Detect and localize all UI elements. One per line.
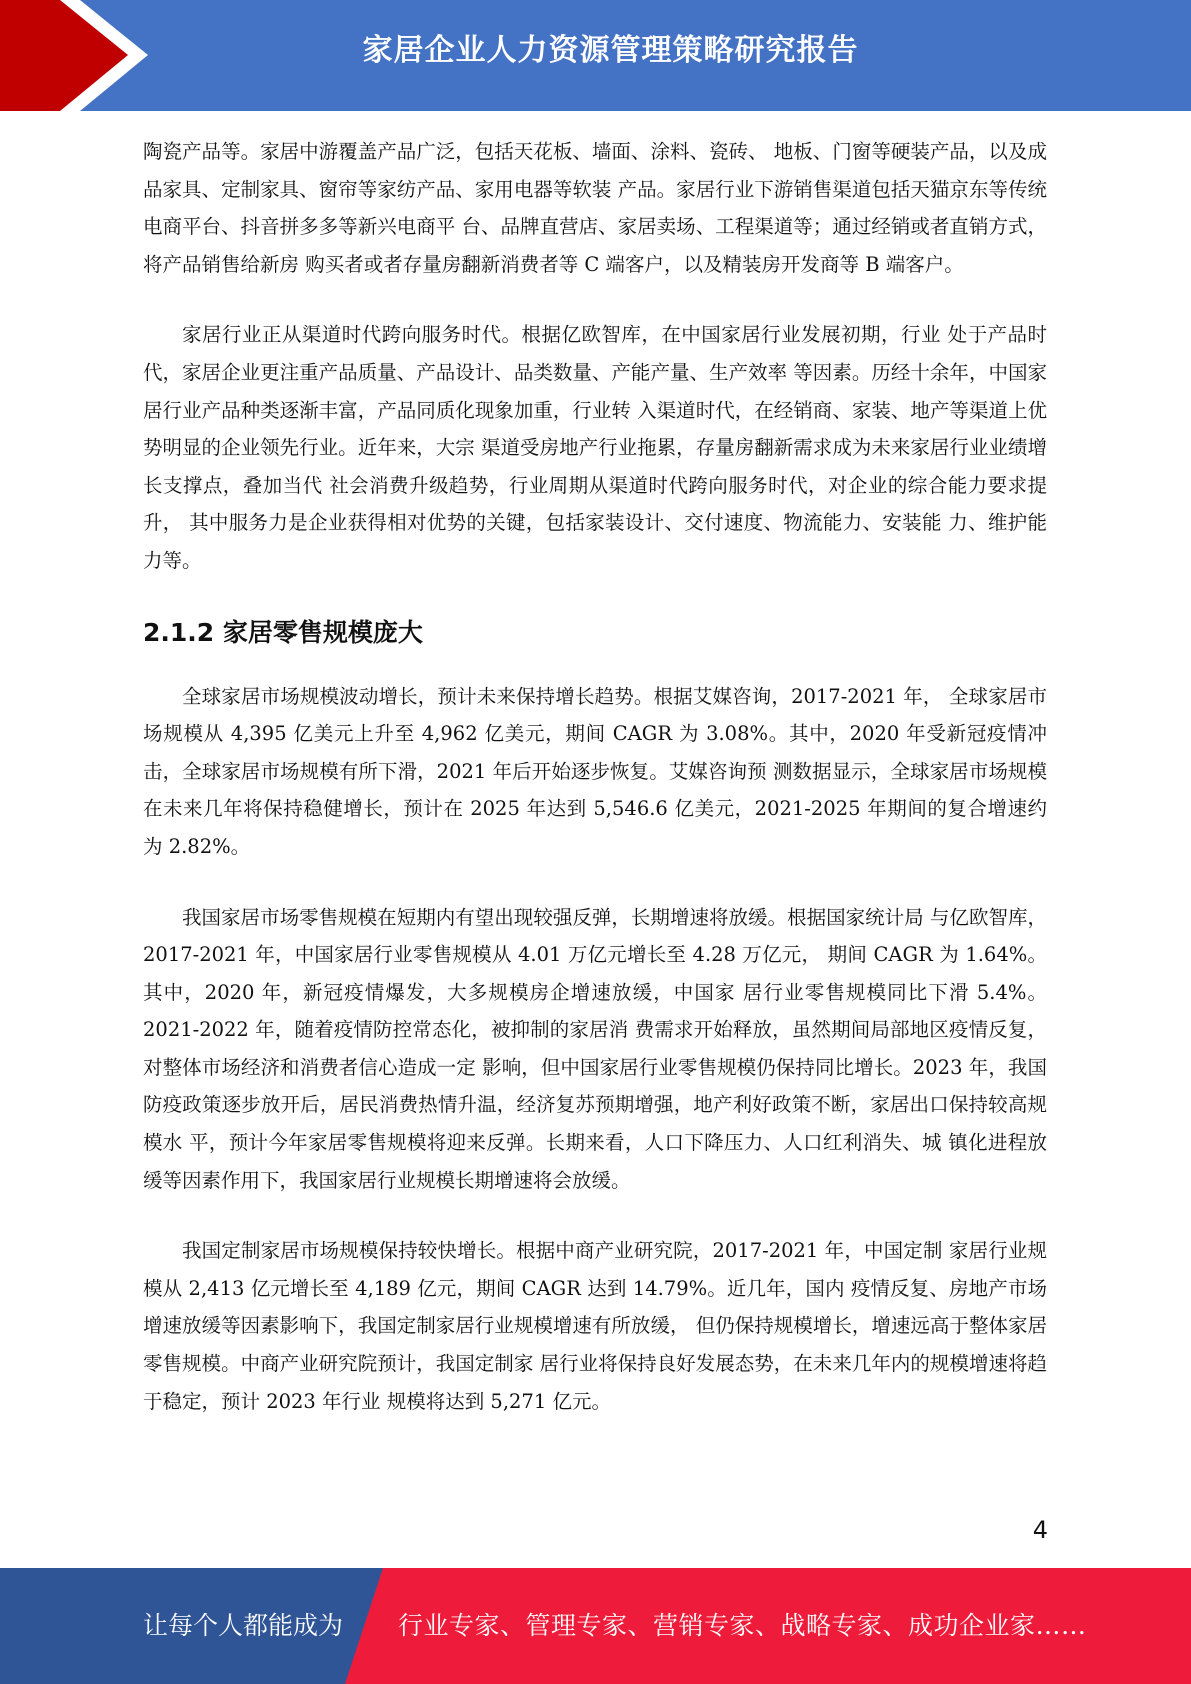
- footer-slogan-right: 行业专家、管理专家、营销专家、战略专家、成功企业家……: [398, 1611, 1087, 1640]
- page-header: [0, 0, 1191, 111]
- paragraph-domestic-retail: 我国家居市场零售规模在短期内有望出现较强反弹，长期增速将放缓。根据国家统计局 与亿欧智库，2017-2021 年，中国家居行业零售规模从 4.01 万亿元增长至 4.28 万亿元， 期间 CAGR 为 1.64%。其中，2020 年，新冠疫情爆发，大多规模房企增速放缓，中国家 居行业零售规模同比下滑 5.4%。2021-2022 年，随着疫情防控常态化，被抑制的家居消 费需求开始释放，虽然期间局部地区疫情反复，对整体市场经济和消费者信心造成一定 影响，但中国家居行业零售规模仍保持同比增长。2023 年，我国防疫政策逐步放开后，居民消费热情升温，经济复苏预期增强，地产利好政策不断，家居出口保持较高规模水 平，预计今年家居零售规模将迎来反弹。长期来看，人口下降压力、人口红利消失、城 镇化进程放缓等因素作用下，我国家居行业规模长期增速将会放缓。: [143, 905, 1047, 1192]
- page-number: 4: [1032, 1516, 1048, 1544]
- paragraph-global-market: 全球家居市场规模波动增长，预计未来保持增长趋势。根据艾媒咨询，2017-2021 年， 全球家居市场规模从 4,395 亿美元上升至 4,962 亿美元，期间 CAGR 为 3.08%。其中，2020 年受新冠疫情冲击，全球家居市场规模有所下滑，2021 年后开始逐步恢复。艾媒咨询预 测数据显示，全球家居市场规模在未来几年将保持稳健增长，预计在 2025 年达到 5,546.6 亿美元，2021-2025 年期间的复合增速约为 2.82%。: [143, 684, 1047, 858]
- footer-slogan-left: 让每个人都能成为: [143, 1611, 344, 1640]
- section-heading: 2.1.2 家居零售规模庞大: [143, 617, 423, 647]
- paragraph-downstream-channels: 陶瓷产品等。家居中游覆盖产品广泛，包括天花板、墙面、涂料、瓷砖、 地板、门窗等硬装产品，以及成品家具、定制家具、窗帘等家纺产品、家用电器等软装 产品。家居行业下游销售渠道包括天猫京东等传统电商平台、抖音拼多多等新兴电商平 台、品牌直营店、家居卖场、工程渠道等；通过经销或者直销方式，将产品销售给新房 购买者或者存量房翻新消费者等 C 端客户，以及精装房开发商等 B 端客户。: [143, 140, 1047, 276]
- paragraph-service-era: 家居行业正从渠道时代跨向服务时代。根据亿欧智库，在中国家居行业发展初期，行业 处于产品时代，家居企业更注重产品质量、产品设计、品类数量、产能产量、生产效率 等因素。历经十余年，中国家居行业产品种类逐渐丰富，产品同质化现象加重，行业转 入渠道时代，在经销商、家装、地产等渠道上优势明显的企业领先行业。近年来，大宗 渠道受房地产行业拖累，存量房翻新需求成为未来家居行业业绩增长支撑点，叠加当代 社会消费升级趋势，行业周期从渠道时代跨向服务时代，对企业的综合能力要求提升， 其中服务力是企业获得相对优势的关键，包括家装设计、交付速度、物流能力、安装能 力、维护能力等。: [143, 323, 1047, 572]
- report-title: 家居企业人力资源管理策略研究报告: [362, 33, 859, 68]
- page-footer: [0, 1568, 1191, 1684]
- paragraph-custom-furniture: 我国定制家居市场规模保持较快增长。根据中商产业研究院，2017-2021 年，中国定制 家居行业规模从 2,413 亿元增长至 4,189 亿元，期间 CAGR 达到 14.79%。近几年，国内 疫情反复、房地产市场增速放缓等因素影响下，我国定制家居行业规模增速有所放缓， 但仍保持规模增长，增速远高于整体家居零售规模。中商产业研究院预计，我国定制家 居行业将保持良好发展态势，在未来几年内的规模增速将趋于稳定，预计 2023 年行业 规模将达到 5,271 亿元。: [143, 1239, 1047, 1413]
- document-body: [143, 133, 1047, 1420]
